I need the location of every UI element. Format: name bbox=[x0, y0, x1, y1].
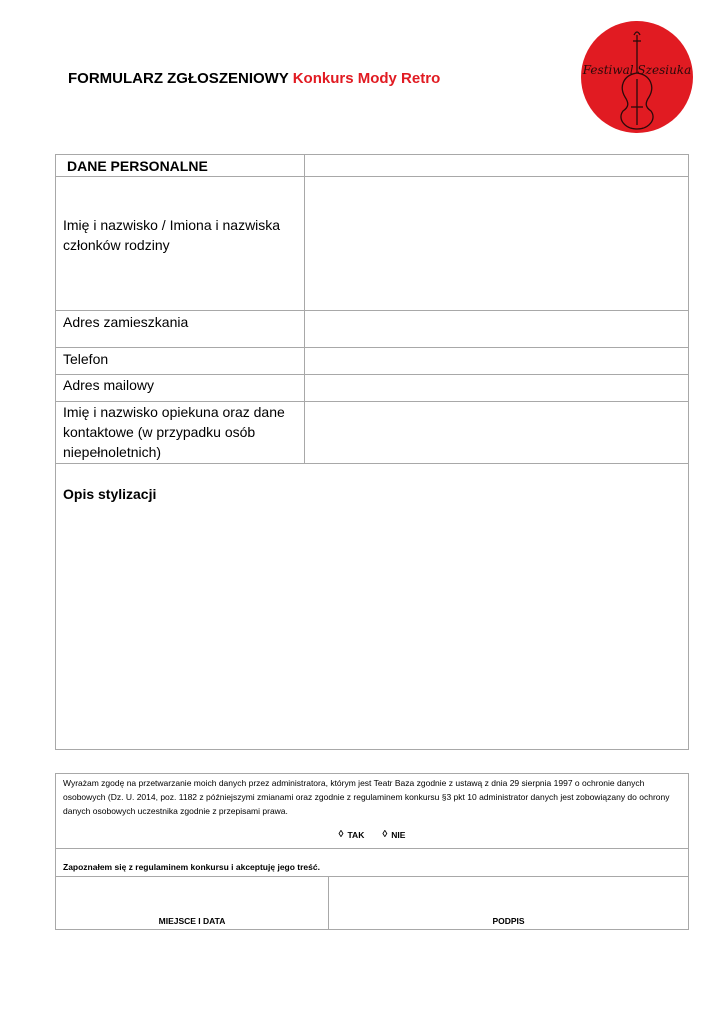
consent-no-option[interactable] bbox=[382, 828, 405, 842]
place-date-label: MIEJSCE I DATA bbox=[158, 916, 226, 926]
title-main: FORMULARZ ZGŁOSZENIOWY bbox=[68, 70, 289, 87]
field-label-names: Imię i nazwisko / Imiona i nazwiska członków rodziny bbox=[56, 177, 305, 311]
festival-logo bbox=[581, 21, 693, 133]
consent-table bbox=[55, 773, 689, 930]
form-title bbox=[68, 70, 440, 87]
diamond-checkbox-icon: ◊ bbox=[338, 829, 344, 840]
rules-acceptance-text: Zapoznałem się z regulaminem konkursu i akceptuję jego treść. bbox=[56, 849, 689, 877]
diamond-checkbox-icon: ◊ bbox=[382, 829, 388, 840]
consent-text: Wyrażam zgodę na przetwarzanie moich danych przez administratora, którym jest Teatr Baza zgodnie z ustawą z dnia 29 sierpnia 1997 o ochronie danych osobowych (Dz. U. 2014, poz. 1182 z późniejszymi zmianami oraz zgodnie z regulaminem konkursu §3 pkt 10 administrator danych jest zobowiązany do ochrony danych osobowych uczestnika zgodnie z przepisami prawa. bbox=[63, 778, 670, 816]
field-label-guardian: Imię i nazwisko opiekuna oraz dane kontaktowe (w przypadku osób niepełnoletnich) bbox=[56, 402, 305, 464]
field-label-email: Adres mailowy bbox=[56, 375, 305, 402]
consent-no-label: NIE bbox=[391, 830, 406, 840]
signature-label: PODPIS bbox=[492, 916, 525, 926]
field-input-phone[interactable] bbox=[305, 348, 689, 375]
field-input-address[interactable] bbox=[305, 311, 689, 348]
logo-text: Festiwal Szesiuka bbox=[582, 63, 692, 77]
consent-yes-option[interactable] bbox=[339, 828, 365, 842]
field-label-phone: Telefon bbox=[56, 348, 305, 375]
consent-yes-label: TAK bbox=[347, 830, 365, 840]
signature-field[interactable] bbox=[329, 877, 689, 930]
consent-options bbox=[63, 828, 681, 842]
field-input-names[interactable] bbox=[305, 177, 689, 311]
field-input-email[interactable] bbox=[305, 375, 689, 402]
personal-data-table bbox=[55, 154, 689, 750]
styling-description-area[interactable] bbox=[56, 464, 689, 750]
field-label-address: Adres zamieszkania bbox=[56, 311, 305, 348]
section-title-blank bbox=[305, 155, 689, 177]
field-input-guardian[interactable] bbox=[305, 402, 689, 464]
violin-icon bbox=[581, 21, 693, 133]
section-title: DANE PERSONALNE bbox=[56, 155, 305, 177]
title-accent: Konkurs Mody Retro bbox=[292, 70, 441, 87]
place-date-field[interactable] bbox=[56, 877, 329, 930]
styling-description-title: Opis stylizacji bbox=[63, 486, 157, 502]
consent-cell bbox=[56, 774, 689, 849]
